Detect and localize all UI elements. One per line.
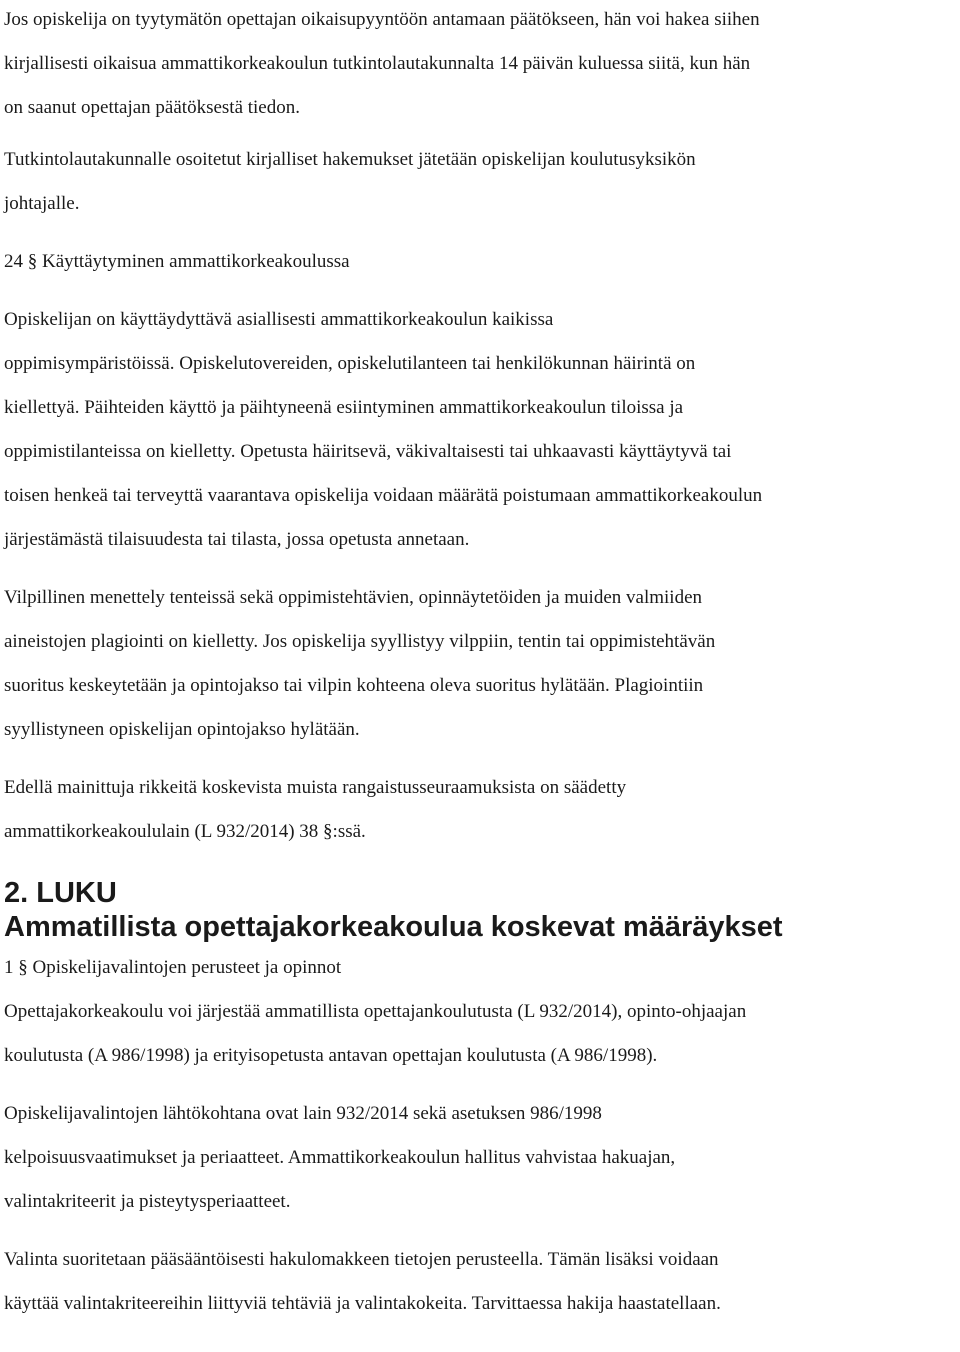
text-line: syyllistyneen opiskelijan opintojakso hylätään. bbox=[4, 719, 360, 740]
text-line: on saanut opettajan päätöksestä tiedon. bbox=[4, 97, 300, 118]
text-line: Opettajakorkeakoulu voi järjestää ammatillista opettajankoulutusta (L 932/2014), opinto-ohjaajan bbox=[4, 1001, 747, 1022]
text-line: kelpoisuusvaatimukset ja periaatteet. Ammattikorkeakoulun hallitus vahvistaa hakuajan, bbox=[4, 1147, 676, 1168]
text-line: Opiskelijavalintojen lähtökohtana ovat lain 932/2014 sekä asetuksen 986/1998 bbox=[4, 1103, 602, 1124]
chapter-number: 2. LUKU bbox=[4, 877, 117, 909]
paragraph-programmes bbox=[4, 990, 958, 1078]
text-line: toisen henkeä tai terveyttä vaarantava opiskelija voidaan määrätä poistumaan ammattikorkeakoulun bbox=[4, 485, 763, 506]
text-line: Edellä mainittuja rikkeitä koskevista muista rangaistusseuraamuksista on säädetty bbox=[4, 777, 627, 798]
text-line: johtajalle. bbox=[4, 193, 80, 214]
section-heading: 24 § Käyttäytyminen ammattikorkeakoulussa bbox=[4, 251, 350, 272]
text-line: Opiskelijan on käyttäydyttävä asiallisesti ammattikorkeakoulun kaikissa bbox=[4, 309, 554, 330]
paragraph-conduct bbox=[4, 298, 958, 562]
paragraph-appeal bbox=[4, 0, 958, 130]
text-line: ammattikorkeakoululain (L 932/2014) 38 §:ssä. bbox=[4, 821, 366, 842]
text-line: kirjallisesti oikaisua ammattikorkeakoulun tutkintolautakunnalta 14 päivän kuluessa siitä, kun hän bbox=[4, 53, 751, 74]
text-line: Jos opiskelija on tyytymätön opettajan oikaisupyyntöön antamaan päätökseen, hän voi hakea siihen bbox=[4, 9, 760, 30]
text-line: oppimisympäristöissä. Opiskelutovereiden, opiskelutilanteen tai henkilökunnan häirintä on bbox=[4, 353, 696, 374]
text-line: koulutusta (A 986/1998) ja erityisopetusta antavan opettajan koulutusta (A 986/1998). bbox=[4, 1045, 658, 1066]
text-line: valintakriteerit ja pisteytysperiaatteet. bbox=[4, 1191, 291, 1212]
text-line: Valinta suoritetaan pääsääntöisesti hakulomakkeen tietojen perusteella. Tämän lisäksi voidaan bbox=[4, 1249, 719, 1270]
paragraph-plagiarism bbox=[4, 576, 958, 752]
text-line: käyttää valintakriteereihin liittyviä tehtäviä ja valintakokeita. Tarvittaessa hakija haastatellaan. bbox=[4, 1293, 721, 1314]
paragraph-selection bbox=[4, 1238, 958, 1326]
text-line: Vilpillinen menettely tenteissä sekä oppimistehtävien, opinnäytetöiden ja muiden valmiiden bbox=[4, 587, 702, 608]
section-24-heading bbox=[4, 240, 958, 284]
paragraph-committee bbox=[4, 138, 958, 226]
text-line: järjestämästä tilaisuudesta tai tilasta, jossa opetusta annetaan. bbox=[4, 529, 470, 550]
paragraph-sanctions bbox=[4, 766, 958, 854]
paragraph-criteria bbox=[4, 1092, 958, 1224]
text-line: aineistojen plagiointi on kielletty. Jos opiskelija syyllistyy vilppiin, tentin tai oppimistehtävän bbox=[4, 631, 716, 652]
chapter-title: Ammatillista opettajakorkeakoulua koskevat määräykset bbox=[4, 911, 783, 943]
text-line: kiellettyä. Päihteiden käyttö ja päihtyneenä esiintyminen ammattikorkeakoulun tiloissa ja bbox=[4, 397, 684, 418]
section-heading: 1 § Opiskelijavalintojen perusteet ja opinnot bbox=[4, 957, 342, 978]
section-1-heading bbox=[4, 946, 958, 990]
text-line: suoritus keskeytetään ja opintojakso tai vilpin kohteena oleva suoritus hylätään. Plagiointiin bbox=[4, 675, 704, 696]
text-line: oppimistilanteissa on kielletty. Opetusta häiritsevä, väkivaltaisesti tai uhkaavasti käyttäytyvä tai bbox=[4, 441, 732, 462]
document-page bbox=[4, 0, 958, 1326]
text-line: Tutkintolautakunnalle osoitetut kirjalliset hakemukset jätetään opiskelijan koulutusyksikön bbox=[4, 149, 696, 170]
